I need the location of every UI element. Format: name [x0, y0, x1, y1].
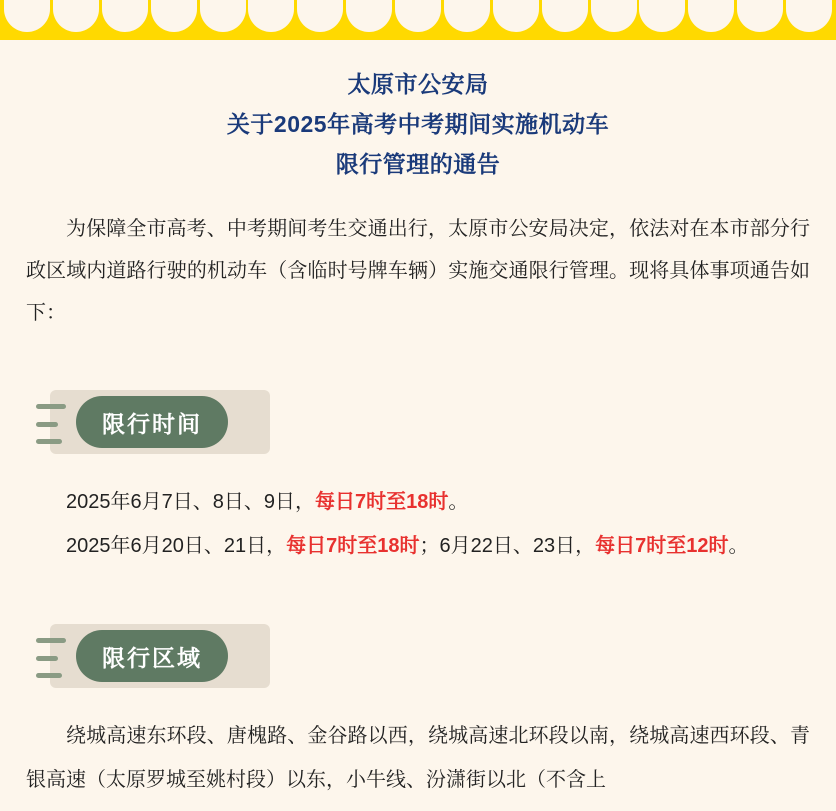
scallop-shape [786, 0, 832, 32]
section-heading-limit-time [20, 390, 816, 454]
title-line-1: 太原市公安局 [347, 71, 489, 97]
scallop-shape [297, 0, 343, 32]
limit-time-line-2-highlight-2: 每日7时至12时 [595, 535, 729, 557]
section-heading-label: 限行区域 [76, 630, 228, 682]
tick-marks-icon [36, 638, 66, 678]
scallop-shape [53, 0, 99, 32]
scallop-shape [248, 0, 294, 32]
scallop-shape [542, 0, 588, 32]
scallop-shape [200, 0, 246, 32]
scallop-shape [688, 0, 734, 32]
scallop-shape [395, 0, 441, 32]
title-line-3: 限行管理的通告 [335, 151, 501, 177]
top-banner [0, 0, 836, 40]
limit-time-line-1-prefix: 2025年6月7日、8日、9日， [66, 491, 315, 513]
limit-time-line-1 [20, 480, 816, 524]
limit-time-line-1-suffix: 。 [448, 491, 469, 513]
section-heading-limit-area [20, 624, 816, 688]
intro-paragraph: 为保障全市高考、中考期间考生交通出行，太原市公安局决定，依法对在本市部分行政区域内道路行驶的机动车（含临时号牌车辆）实施交通限行管理。现将具体事项通告如下： [26, 218, 810, 324]
limit-time-line-1-highlight: 每日7时至18时 [314, 491, 449, 513]
scallop-shape [151, 0, 197, 32]
title-line-2: 关于2025年高考中考期间实施机动车 [226, 111, 610, 137]
scallop-shape [444, 0, 490, 32]
tick-marks-icon [36, 404, 66, 444]
limit-time-line-2-highlight-1: 每日7时至18时 [286, 535, 420, 557]
scallop-shape [737, 0, 783, 32]
scallop-decoration [0, 0, 836, 40]
scallop-shape [102, 0, 148, 32]
scallop-shape [346, 0, 392, 32]
limit-time-line-2-suffix: 。 [728, 535, 749, 557]
document-page [0, 40, 836, 802]
scallop-shape [493, 0, 539, 32]
limit-time-line-2-prefix: 2025年6月20日、21日， [66, 535, 287, 557]
scallop-shape [591, 0, 637, 32]
section-heading-label: 限行时间 [76, 396, 228, 448]
limit-area-line-1: 绕城高速东环段、唐槐路、金谷路以西，绕城高速北环段以南，绕城高速西环段、青银高速（太原罗城至姚村段）以东，小牛线、汾潇街以北（不含上 [26, 725, 810, 791]
document-title [20, 40, 816, 184]
scallop-shape [4, 0, 50, 32]
limit-time-line-2-middle: ；6月22日、23日， [419, 535, 596, 557]
scallop-shape [639, 0, 685, 32]
limit-time-line-2 [20, 524, 816, 568]
